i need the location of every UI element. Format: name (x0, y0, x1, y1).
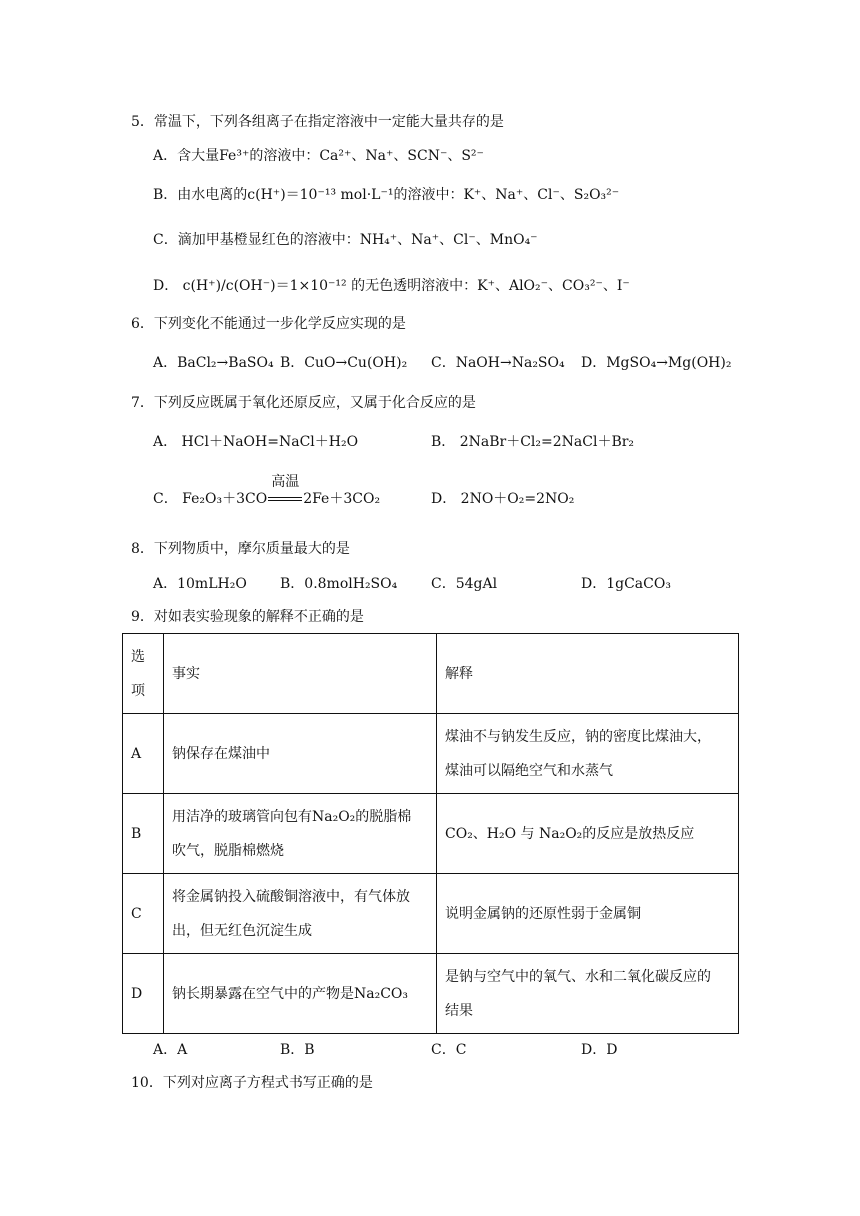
row-fact: 用洁净的玻璃管向包有Na₂O₂的脱脂棉 吹气，脱脂棉燃烧 (164, 794, 437, 874)
q10-stem: 10．下列对应离子方程式书写正确的是 (131, 1075, 373, 1091)
q8-option-b: B．0.8molH₂SO₄ (280, 576, 398, 592)
row-option: B (123, 794, 164, 874)
q7-option-b: B． 2NaBr＋Cl₂=2NaCl＋Br₂ (431, 434, 635, 450)
experiment-table (122, 633, 739, 1034)
q8-option-a: A．10mLH₂O (153, 576, 247, 592)
table-row (123, 794, 739, 874)
q7-option-c-right: 2Fe＋3CO₂ (303, 491, 381, 507)
q9-option-c: C．C (431, 1042, 467, 1058)
row-option: A (123, 714, 164, 794)
q9-stem: 9．对如表实验现象的解释不正确的是 (131, 609, 364, 625)
q6-stem: 6．下列变化不能通过一步化学反应实现的是 (131, 316, 406, 332)
q8-option-d: D．1gCaCO₃ (581, 576, 671, 592)
q6-option-c: C．NaOH→Na₂SO₄ (431, 355, 565, 371)
row-explanation: 是钠与空气中的氧气、水和二氧化碳反应的 结果 (437, 954, 739, 1034)
row-explanation: 说明金属钠的还原性弱于金属铜 (437, 874, 739, 954)
reaction-condition (267, 474, 303, 509)
row-option: D (123, 954, 164, 1034)
header-explanation: 解释 (437, 634, 739, 714)
q6-option-b: B．CuO→Cu(OH)₂ (280, 355, 408, 371)
q9-option-a: A．A (153, 1042, 188, 1058)
equals-sign (268, 497, 302, 501)
q7-option-c-left: C． Fe₂O₃＋3CO (153, 491, 268, 507)
q5-stem: 5．常温下，下列各组离子在指定溶液中一定能大量共存的是 (131, 114, 504, 130)
q6-option-a: A．BaCl₂→BaSO₄ (153, 355, 274, 371)
q7-option-d: D． 2NO＋O₂=2NO₂ (431, 491, 575, 507)
q9-option-d: D．D (581, 1042, 618, 1058)
row-fact: 钠保存在煤油中 (164, 714, 437, 794)
header-option: 选 项 (123, 634, 164, 714)
table-row (123, 714, 739, 794)
q7-stem: 7．下列反应既属于氧化还原反应，又属于化合反应的是 (131, 395, 476, 411)
table-row (123, 954, 739, 1034)
table-row (123, 874, 739, 954)
header-fact: 事实 (164, 634, 437, 714)
q5-option-a: A．含大量Fe³⁺的溶液中：Ca²⁺、Na⁺、SCN⁻、S²⁻ (153, 148, 484, 164)
q5-option-c: C．滴加甲基橙显红色的溶液中：NH₄⁺、Na⁺、Cl⁻、MnO₄⁻ (153, 232, 538, 248)
row-option: C (123, 874, 164, 954)
q6-option-d: D．MgSO₄→Mg(OH)₂ (581, 355, 732, 371)
q7-option-a: A． HCl＋NaOH=NaCl＋H₂O (153, 434, 359, 450)
q8-option-c: C．54gAl (431, 576, 498, 592)
table-header-row (123, 634, 739, 714)
q9-option-b: B．B (280, 1042, 315, 1058)
row-explanation: 煤油不与钠发生反应，钠的密度比煤油大， 煤油可以隔绝空气和水蒸气 (437, 714, 739, 794)
condition-label: 高温 (271, 474, 300, 490)
row-fact: 将金属钠投入硫酸铜溶液中，有气体放 出，但无红色沉淀生成 (164, 874, 437, 954)
q5-option-d: D． c(H⁺)/c(OH⁻)＝1×10⁻¹² 的无色透明溶液中：K⁺、AlO₂⁻、CO₃²⁻、I⁻ (153, 278, 630, 294)
q5-option-b: B．由水电离的c(H⁺)＝10⁻¹³ mol·L⁻¹的溶液中：K⁺、Na⁺、Cl⁻、S₂O₃²⁻ (153, 187, 620, 203)
q7-option-c (153, 474, 381, 509)
row-fact: 钠长期暴露在空气中的产物是Na₂CO₃ (164, 954, 437, 1034)
q8-stem: 8．下列物质中，摩尔质量最大的是 (131, 541, 350, 557)
row-explanation: CO₂、H₂O 与 Na₂O₂的反应是放热反应 (437, 794, 739, 874)
